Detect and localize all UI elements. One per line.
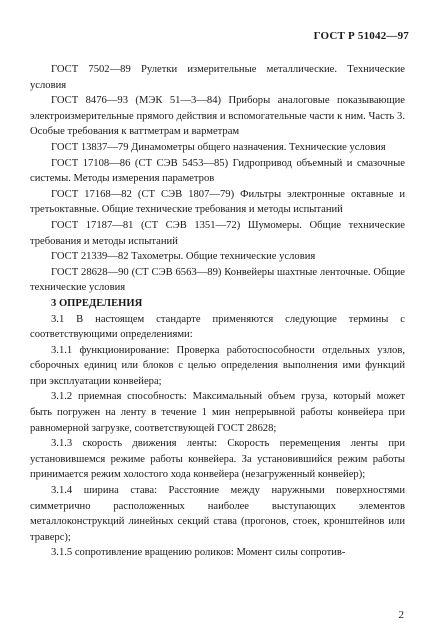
section-title: 3 ОПРЕДЕЛЕНИЯ [51,297,143,309]
definition-paragraph: 3.1.3 скорость движения ленты: Скорость перемещения ленты при установившемся режиме работы конвейера. За установившийся режим работы принимается режим холостого хода конвейера (незагруженный конвейер); [30,438,405,481]
definition-paragraph: 3.1.5 сопротивление вращению роликов: Момент силы сопротив- [51,547,346,559]
document-header: ГОСТ Р 51042—97 [313,30,409,42]
reference-paragraph: ГОСТ 21339—82 Тахометры. Общие технические условия [51,251,316,263]
definition-paragraph: 3.1.2 приемная способность: Максимальный объем груза, который может быть погружен на ленту в течение 1 мин непрерывной работы конвейера при равномерной загрузке, соответствующей ГОСТ 28628; [30,391,405,434]
reference-paragraph: ГОСТ 28628—90 (СТ СЭВ 6563—89) Конвейеры шахтные ленточные. Общие технические условия [30,266,405,294]
reference-paragraph: ГОСТ 17187—81 (СТ СЭВ 1351—72) Шумомеры. Общие технические требования и методы испытаний [30,219,405,247]
definition-paragraph: 3.1 В настоящем стандарте применяются следующие термины с соответствующими определениями: [30,313,405,341]
page-body [30,62,405,561]
page-number: 2 [398,609,404,621]
reference-paragraph: ГОСТ 7502—89 Рулетки измерительные металлические. Технические условия [30,64,405,91]
reference-paragraph: ГОСТ 13837—79 Динамометры общего назначения. Технические условия [51,141,386,153]
definition-paragraph: 3.1.1 функционирование: Проверка работоспособности отдельных узлов, сборочных единиц или блоков с целью определения выполнения ими функций при эксплуатации конвейера; [30,344,405,387]
reference-paragraph: ГОСТ 8476—93 (МЭК 51—3—84) Приборы аналоговые показывающие электроизмерительные прямого действия и вспомогательные части к ним. Часть 3. Особые требования к ваттметрам и варметрам [30,95,405,138]
reference-paragraph: ГОСТ 17168—82 (СТ СЭВ 1807—79) Фильтры электронные октавные и третьоктавные. Общие технические требования и методы испытаний [30,188,405,216]
reference-paragraph: ГОСТ 17108—86 (СТ СЭВ 5453—85) Гидропривод объемный и смазочные системы. Методы измерения параметров [30,157,405,185]
definition-paragraph: 3.1.4 ширина става: Расстояние между наружными поверхностями симметрично расположенных наиболее выступающих элементов металлоконструкций линейных секций става (прогонов, стоек, кронштейнов или траверс); [30,485,405,543]
